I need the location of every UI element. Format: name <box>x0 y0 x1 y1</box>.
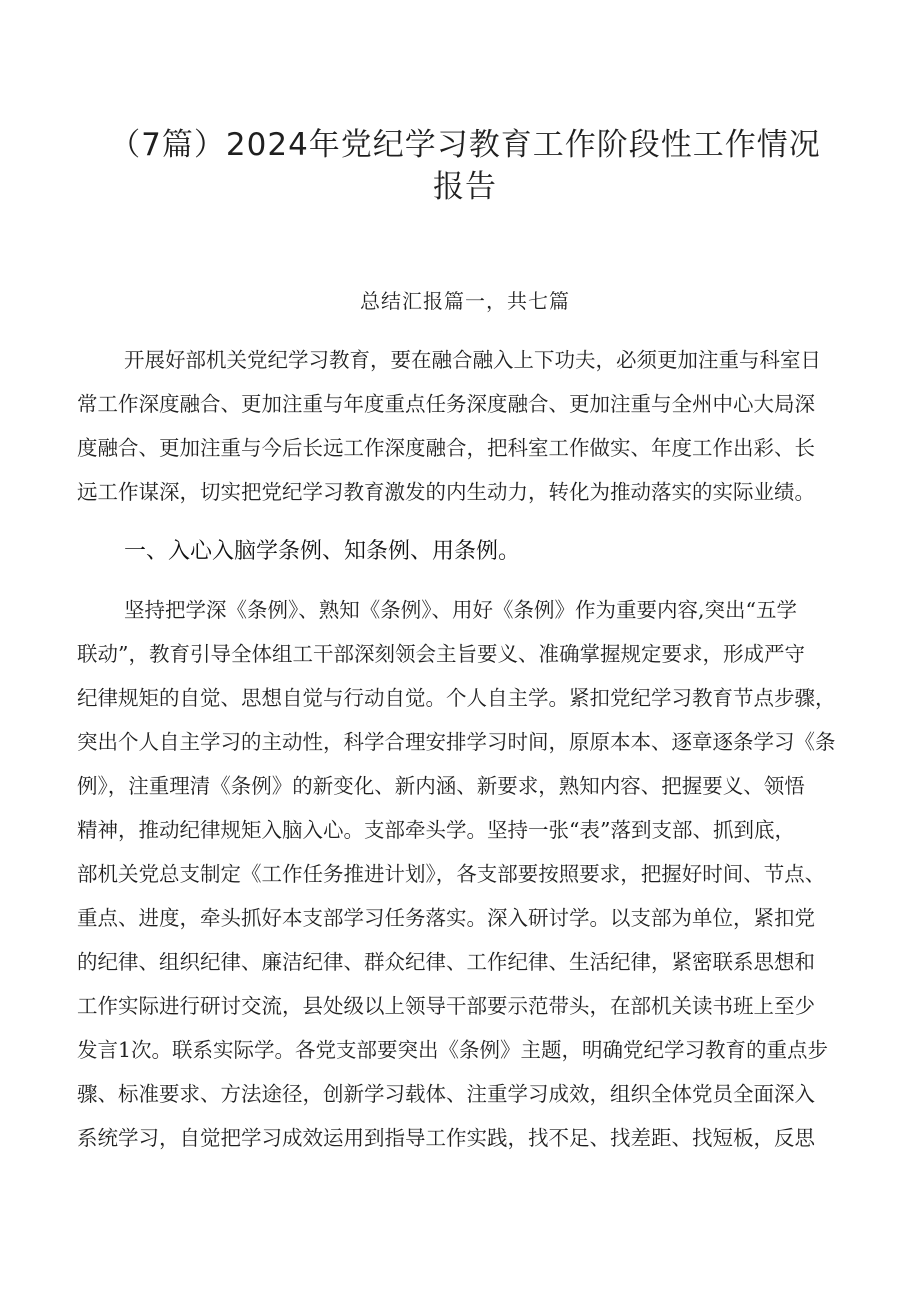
paragraph-1 <box>77 338 857 514</box>
paragraph-line: 精神，推动纪律规矩入脑入心。支部牵头学。坚持一张“表”落到支部、抓到底， <box>77 818 795 842</box>
paragraph-line: 远工作谋深，切实把党纪学习教育激发的内生动力，转化为推动落实的实际业绩。 <box>77 480 815 504</box>
paragraph-line: 发言1次。联系实际学。各党支部要突出《条例》主题，明确党纪学习教育的重点步 <box>77 1038 829 1062</box>
paragraph-2 <box>77 588 857 1160</box>
paragraph-line: 例》，注重理清《条例》的新变化、新内涵、新要求，熟知内容、把握要义、领悟 <box>77 774 805 798</box>
paragraph-line: 系统学习，自觉把学习成效运用到指导工作实践，找不足、找差距、找短板，反思 <box>77 1126 815 1150</box>
paragraph-line: 重点、进度，牵头抓好本支部学习任务落实。深入研讨学。以支部为单位，紧扣党 <box>77 906 815 930</box>
paragraph-line: 纪律规矩的自觉、思想自觉与行动自觉。个人自主学。紧扣党纪学习教育节点步骤， <box>77 686 836 710</box>
paragraph-line: 联动”，教育引导全体组工干部深刻领会主旨要义、准确掌握规定要求，形成严守 <box>77 642 805 666</box>
paragraph-line: 开展好部机关党纪学习教育，要在融合融入上下功夫，必须更加注重与科室日 <box>124 348 821 372</box>
document-title-line-1: （7篇）2024年党纪学习教育工作阶段性工作情况 <box>109 127 821 163</box>
paragraph-line: 骤、标准要求、方法途径，创新学习载体、注重学习成效，组织全体党员全面深入 <box>77 1082 815 1106</box>
document-subtitle: 总结汇报篇一，共七篇 <box>360 289 570 313</box>
paragraph-line: 坚持把学深《条例》、熟知《条例》、用好《条例》作为重要内容,突出“五学 <box>124 598 797 622</box>
paragraph-line: 度融合、更加注重与今后长远工作深度融合，把科室工作做实、年度工作出彩、长 <box>77 436 815 460</box>
paragraph-line: 突出个人自主学习的主动性，科学合理安排学习时间，原原本本、逐章逐条学习《条 <box>77 730 836 754</box>
section-heading-1: 一、入心入脑学条例、知条例、用条例。 <box>124 539 521 564</box>
document-title-line-2: 报告 <box>433 169 497 205</box>
paragraph-line: 的纪律、组织纪律、廉洁纪律、群众纪律、工作纪律、生活纪律，紧密联系思想和 <box>77 950 815 974</box>
paragraph-line: 部机关党总支制定《工作任务推进计划》，各支部要按照要求，把握好时间、节点、 <box>77 862 826 886</box>
paragraph-line: 工作实际进行研讨交流，县处级以上领导干部要示范带头，在部机关读书班上至少 <box>77 994 815 1018</box>
paragraph-line: 常工作深度融合、更加注重与年度重点任务深度融合、更加注重与全州中心大局深 <box>77 392 815 416</box>
